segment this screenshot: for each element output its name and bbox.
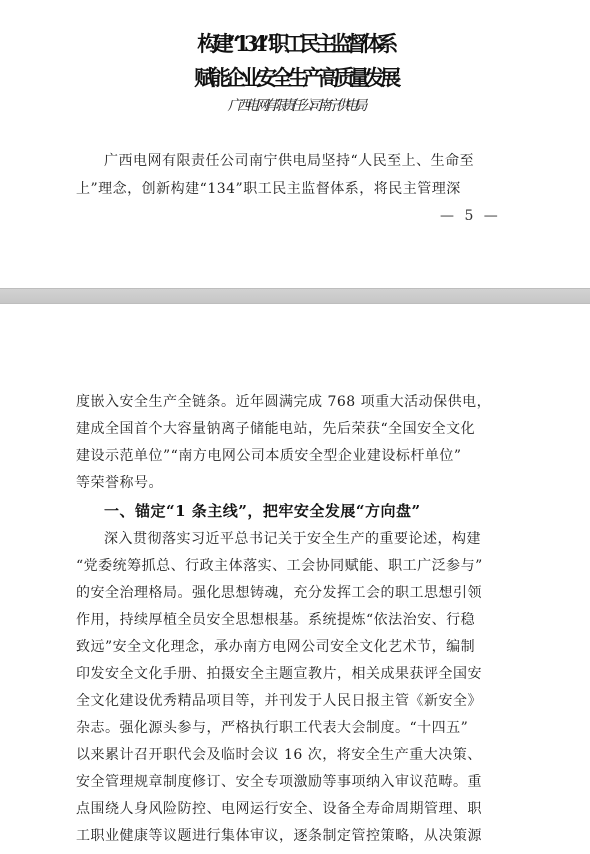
paragraph-line: 的安全治理格局。强化思想铸魂，充分发挥工会的职工思想引领 [76,585,482,601]
document-title-line-1: 构建“134”职工民主监督体系 [197,31,393,56]
document-page-1 [0,0,590,288]
paragraph-line: 等荣誉称号。 [76,475,163,491]
page-divider [0,288,590,304]
paragraph-line: 以来累计召开职代会及临时会议 16 次，将安全生产重大决策、 [76,747,482,763]
paragraph-line: “党委统筹抓总、行政主体落实、工会协同赋能、职工广泛参与” [76,558,483,574]
paragraph-line: 工职业健康等议题进行集体审议，逐条制定管控策略，从决策源 [76,828,482,844]
paragraph-line: 安全管理规章制度修订、安全专项激励等事项纳入审议范畴。重 [76,774,482,790]
paragraph-line: 点围绕人身风险防控、电网运行安全、设备全寿命周期管理、职 [76,801,482,817]
paragraph-line: 建成全国首个大容量钠离子储能电站，先后荣获“全国安全文化 [76,421,476,437]
paragraph-line: 深入贯彻落实习近平总书记关于安全生产的重要论述，构建 [104,531,481,547]
paragraph-line: 上”理念，创新构建“134”职工民主监督体系，将民主管理深 [76,181,461,197]
paragraph-line: 全文化建设优秀精品项目等，并刊发于人民日报主管《新安全》 [76,693,482,709]
document-title-line-2: 赋能企业安全生产高质量发展 [194,65,396,90]
page-number: — 5 — [440,208,501,224]
paragraph-line: 致远”安全文化理念，承办南方电网公司安全文化艺术节，编制 [76,639,476,655]
paragraph-line: 杂志。强化源头参与，严格执行职工代表大会制度。“十四五” [76,720,469,736]
section-heading: 一、锚定“1 条主线”，把牢安全发展“方向盘” [104,502,421,520]
paragraph-line: 印发安全文化手册、拍摄安全主题宣教片，相关成果获评全国安 [76,666,482,682]
paragraph-line: 广西电网有限责任公司南宁供电局坚持“人民至上、生命至 [104,153,475,169]
document-subtitle: 广西电网有限责任公司南宁供电局 [227,98,363,114]
paragraph-line: 度嵌入安全生产全链条。近年圆满完成 768 项重大活动保供电， [76,394,492,410]
document-page-2 [0,304,590,854]
paragraph-line: 建设示范单位”“南方电网公司本质安全型企业建设标杆单位” [76,448,462,464]
paragraph-line: 作用，持续厚植全员安全思想根基。系统提炼“依法治安、行稳 [76,612,476,628]
